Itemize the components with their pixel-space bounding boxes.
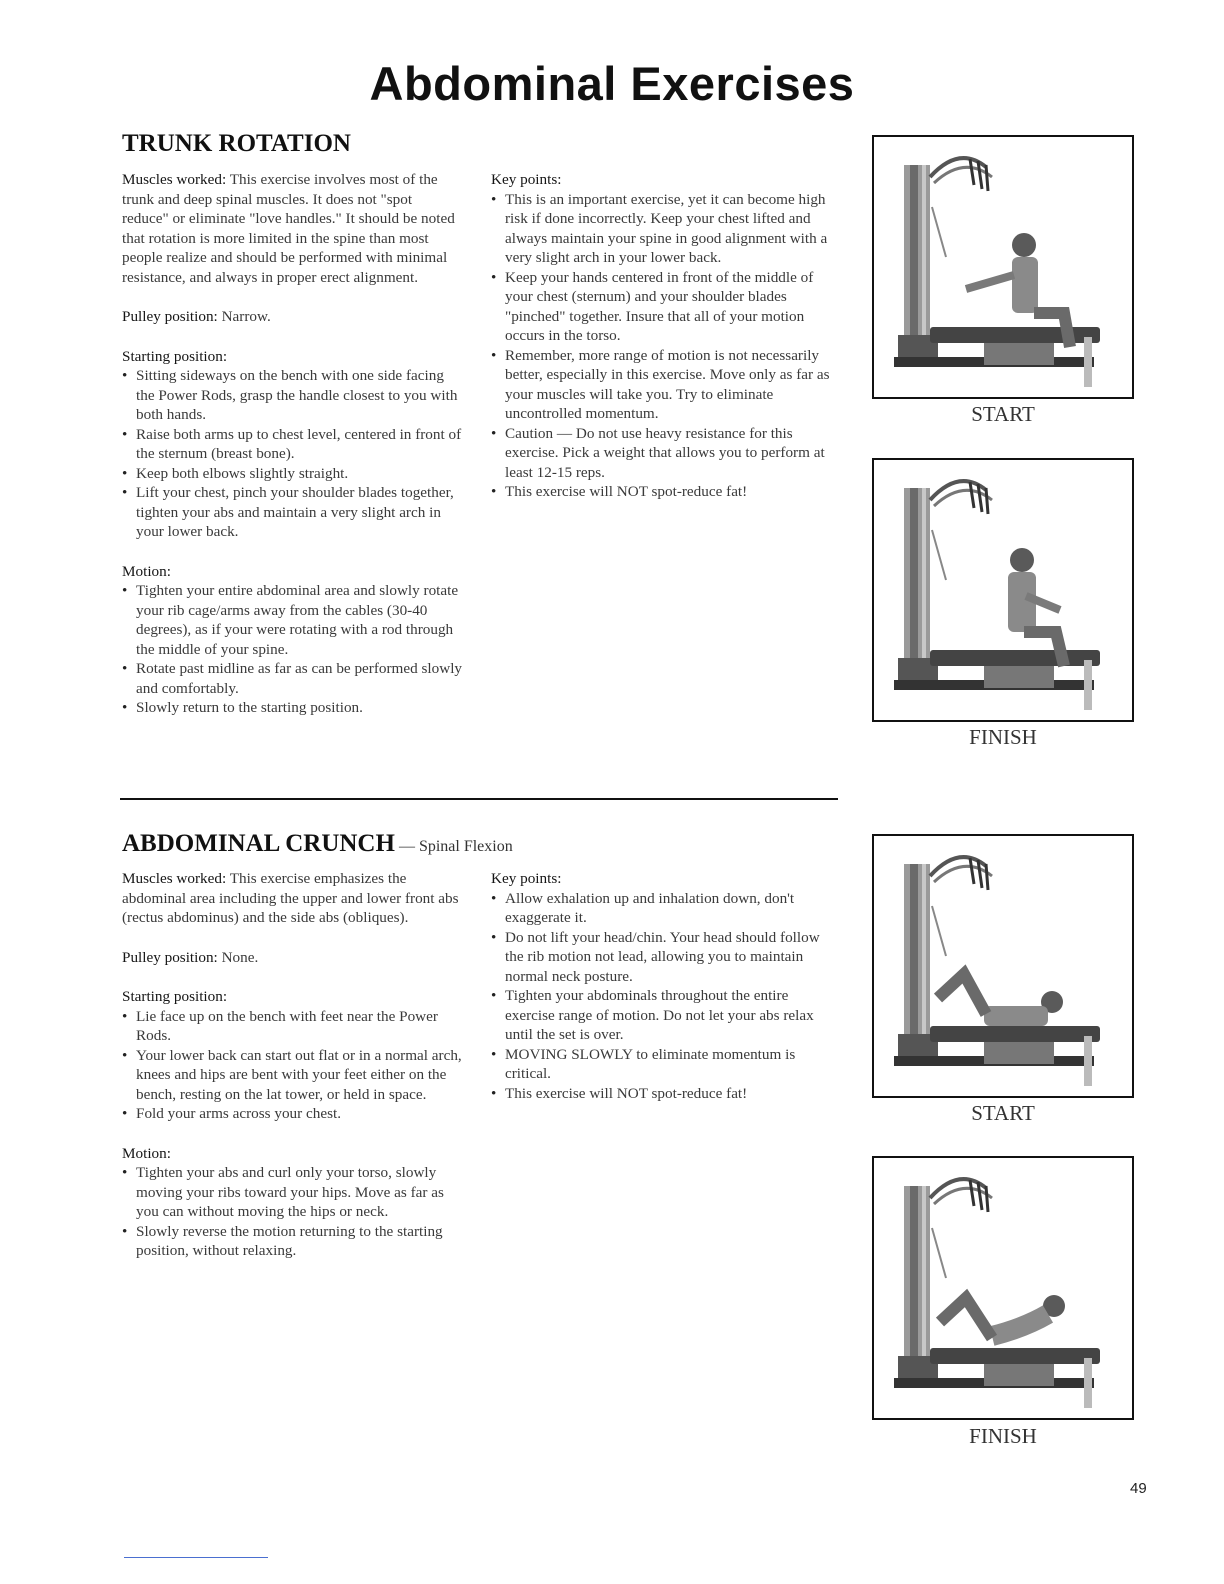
starting-position-list: [122, 366, 462, 542]
page-title: Abdominal Exercises: [369, 57, 855, 110]
list-item: • Raise both arms up to chest level, centered in front of the sternum (breast bone).: [122, 425, 462, 464]
abdominal-crunch-finish-photo: [872, 1156, 1134, 1420]
muscles-text: This exercise emphasizes the abdominal area including the upper and lower front abs (rectus abdominus) and the side abs (obliques).: [122, 870, 459, 926]
list-item: • This exercise will NOT spot-reduce fat!: [491, 482, 836, 502]
list-item: • Lift your chest, pinch your shoulder blades together, tighten your abs and maintain a very slight arch in your lower back.: [122, 483, 462, 542]
muscles-worked: [122, 869, 467, 928]
motion-label: Motion:: [122, 1144, 171, 1162]
list-item: • MOVING SLOWLY to eliminate momentum is critical.: [491, 1045, 836, 1084]
muscles-text: This exercise involves most of the trunk and deep spinal muscles. It does not "spot reduce" or eliminate "love handles." It should be noted that rotation is more limited in the spine than most people realize and should be performed with minimal resistance, and always in proper erect alignment.: [122, 171, 455, 286]
list-item: • Lie face up on the bench with feet near the Power Rods.: [122, 1007, 467, 1046]
trunk-rotation-start-photo: [872, 135, 1134, 399]
footer-rule: [124, 1557, 268, 1558]
list-item: • Rotate past midline as far as can be performed slowly and comfortably.: [122, 659, 462, 698]
pulley-label: Pulley position:: [122, 308, 218, 325]
pulley-text: None.: [221, 948, 259, 966]
list-item: • Caution — Do not use heavy resistance for this exercise. Pick a weight that allows you to perform at least 12-15 reps.: [491, 424, 836, 483]
trunk-rotation-start-caption: START: [971, 402, 1035, 426]
list-item: • Tighten your entire abdominal area and slowly rotate your rib cage/arms away from the cables (30-40 degrees), as if your were rotating with a rod through the middle of your spine.: [122, 581, 462, 659]
pulley-text: Narrow.: [221, 308, 271, 325]
muscles-label: Muscles worked:: [122, 171, 227, 188]
list-item: • Tighten your abs and curl only your torso, slowly moving your ribs toward your hips. Move as far as you can without moving the hips or neck.: [122, 1163, 467, 1222]
list-item: • Keep your hands centered in front of the middle of your chest (sternum) and your shoulder blades "pinched" together. Insure that all of your motion occurs in the torso.: [491, 268, 836, 346]
list-item: • Sitting sideways on the bench with one side facing the Power Rods, grasp the handle closest to you with both hands.: [122, 366, 462, 425]
muscles-label: Muscles worked:: [122, 870, 227, 887]
trunk-rotation-finish-caption: FINISH: [969, 725, 1037, 749]
motion-list: [122, 581, 462, 718]
key-points-list: [491, 889, 836, 1104]
motion-list: [122, 1163, 467, 1261]
trunk-rotation-left-column: [122, 170, 462, 718]
list-item: • Keep both elbows slightly straight.: [122, 464, 462, 484]
pulley-position: [122, 307, 462, 327]
page-number: 49: [1130, 1480, 1147, 1497]
abdominal-crunch-start-photo: [872, 834, 1134, 1098]
abdominal-crunch-left-column: [122, 869, 467, 1261]
list-item: • Fold your arms across your chest.: [122, 1104, 467, 1124]
motion-label: Motion:: [122, 562, 171, 580]
list-item: • Slowly reverse the motion returning to the starting position, without relaxing.: [122, 1222, 467, 1261]
key-points-label: Key points:: [491, 171, 562, 188]
abdominal-crunch-right-column: [491, 869, 836, 1103]
pulley-position: [122, 948, 467, 968]
muscles-worked: [122, 170, 462, 287]
section-heading-text: ABDOMINAL CRUNCH: [122, 830, 395, 857]
list-item: • Do not lift your head/chin. Your head should follow the rib motion not lead, allowing you to maintain normal neck posture.: [491, 928, 836, 987]
key-points-label: Key points:: [491, 870, 562, 887]
abdominal-crunch-finish-caption: FINISH: [969, 1424, 1037, 1448]
starting-position-label: Starting position:: [122, 347, 228, 365]
section-heading-text: TRUNK ROTATION: [122, 130, 351, 157]
section-subtitle: — Spinal Flexion: [398, 838, 513, 855]
section-heading-abdominal-crunch: [122, 830, 513, 858]
list-item: • Allow exhalation up and inhalation down, don't exaggerate it.: [491, 889, 836, 928]
section-divider: [120, 798, 838, 800]
key-points-list: [491, 190, 836, 502]
list-item: • Slowly return to the starting position.: [122, 698, 462, 718]
list-item: • Remember, more range of motion is not necessarily better, especially in this exercise. Move only as far as your muscles will take you. Try to eliminate uncontrolled momentum.: [491, 346, 836, 424]
trunk-rotation-right-column: [491, 170, 836, 502]
list-item: • This exercise will NOT spot-reduce fat!: [491, 1084, 836, 1104]
trunk-rotation-finish-photo: [872, 458, 1134, 722]
list-item: • Your lower back can start out flat or in a normal arch, knees and hips are bent with your feet either on the bench, resting on the lat tower, or held in space.: [122, 1046, 467, 1105]
list-item: • This is an important exercise, yet it can become high risk if done incorrectly. Keep your chest lifted and always maintain your spine in good alignment with a very slight arch in your lower back.: [491, 190, 836, 268]
starting-position-list: [122, 1007, 467, 1124]
abdominal-crunch-start-caption: START: [971, 1101, 1035, 1125]
section-heading-trunk-rotation: [122, 130, 351, 158]
pulley-label: Pulley position:: [122, 948, 218, 966]
starting-position-label: Starting position:: [122, 988, 228, 1005]
list-item: • Tighten your abdominals throughout the entire exercise range of motion. Do not let your abs relax until the set is over.: [491, 986, 836, 1045]
